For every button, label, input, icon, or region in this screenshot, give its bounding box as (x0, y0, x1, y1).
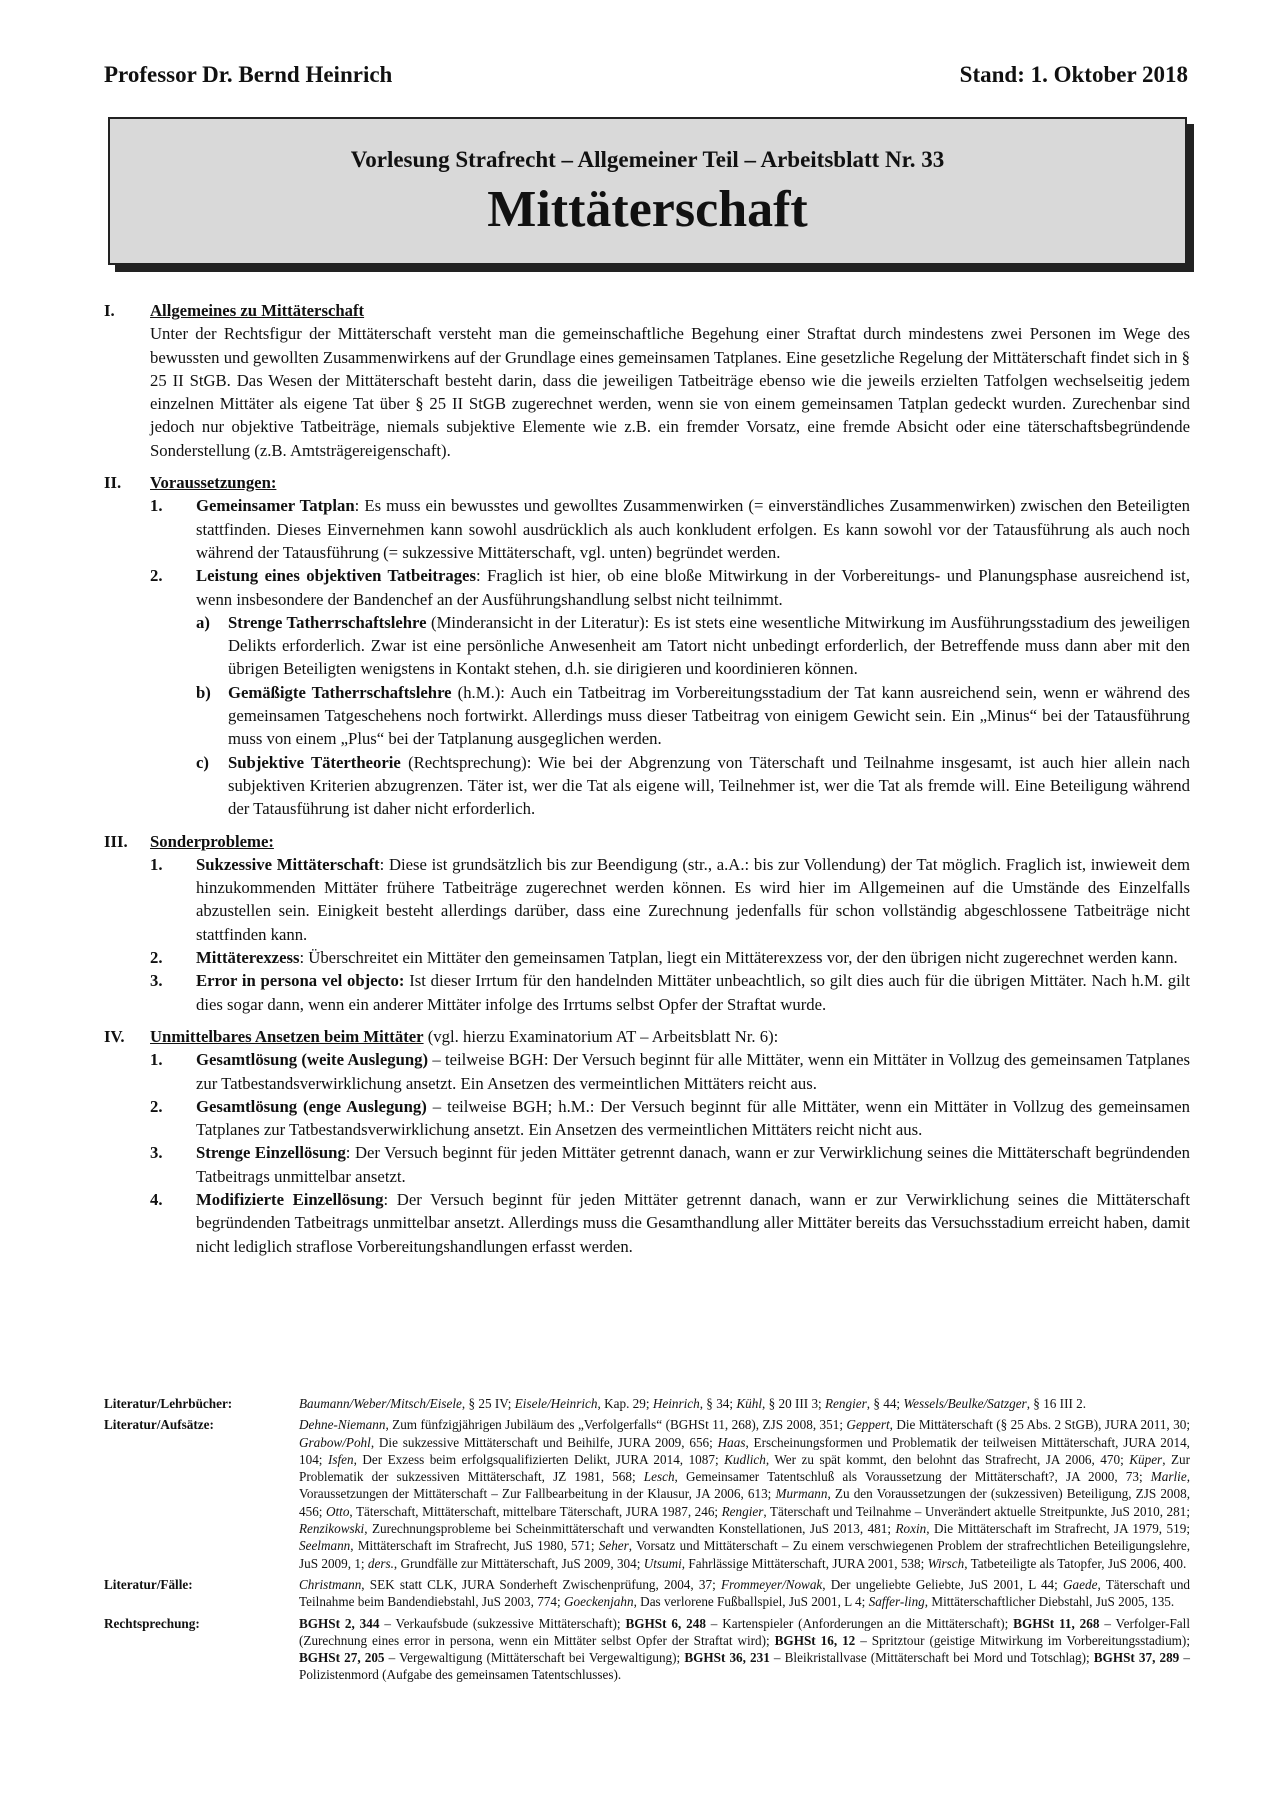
list-item-paragraph (196, 969, 1190, 1016)
list-item-number: 4. (150, 1189, 163, 1209)
list-item-text: : Fraglich ist hier, ob eine bloße Mitwirkung in der Vorbereitungs- und Planungsphase ausreichend ist, wenn insbesondere der Bandenchef an der Ausführungshandlung selbst nicht teilnimmt. (196, 566, 1190, 609)
literature-author: Lesch (643, 1469, 675, 1485)
literature-citation: , Fahrlässige Mittäterschaft, JURA 2001, 538; (681, 1555, 928, 1571)
case-reference: BGHSt 16, 12 (774, 1632, 856, 1648)
literature-author: Wessels/Beulke/Satzger (903, 1396, 1027, 1411)
literature-citation: , Mittäterschaft im Strafrecht, JuS 1980, 571; (350, 1538, 599, 1554)
list-item-text: – teilweise BGH: Der Versuch beginnt für alle Mittäter, wenn ein Mittäter in Vollzug des gemeinsamen Tatplanes zur Tatbestandsverwirklichung ansetzt. Ein Ansetzen des vermeintlichen Mittäters reicht aus. (196, 1050, 1191, 1093)
list-item-number: 1. (150, 854, 163, 874)
literature-author: Küper (1129, 1451, 1163, 1467)
list-item (150, 564, 1190, 820)
list-item-label: Gesamtlösung (enge Auslegung) (196, 1096, 427, 1116)
literature-citation: – Spritztour (geistige Mitwirkung im Vorbereitungsstadium); (855, 1632, 1190, 1648)
literature-section (104, 1395, 1190, 1688)
case-reference: BGHSt 27, 205 (299, 1650, 385, 1666)
list-item-label: Mittäterexzess (196, 948, 300, 968)
section-heading-text: Voraussetzungen: (150, 473, 277, 493)
literature-citation: , Täterschaft, Mittäterschaft, mittelbare Täterschaft, JURA 1987, 246; (349, 1503, 722, 1519)
section-heading (150, 299, 1190, 322)
list-item-paragraph (196, 1141, 1190, 1188)
literature-author: Gaede (1063, 1576, 1098, 1592)
list-item (150, 1048, 1190, 1095)
sub-list-item-number: b) (196, 682, 211, 702)
literature-citation: – Verkaufsbude (sukzessive Mittäterschaft); (379, 1615, 626, 1631)
list-item (150, 853, 1190, 946)
literature-author: Eisele/Heinrich (514, 1396, 598, 1411)
literature-citation: – Kartenspieler (Anforderungen an die Mittäterschaft); (705, 1615, 1014, 1631)
literature-citation: , § 34; (699, 1396, 737, 1411)
literature-citation: , Die Mittäterschaft im Strafrecht, JA 1979, 519; (926, 1521, 1190, 1537)
list-item-label: Sukzessive Mittäterschaft (196, 854, 380, 874)
literature-author: Utsumi (643, 1555, 682, 1571)
list-item-label: Gemeinsamer Tatplan (196, 496, 355, 516)
list-item-paragraph (196, 494, 1190, 564)
case-reference: BGHSt 2, 344 (299, 1615, 380, 1631)
list-item-number: 1. (150, 496, 163, 516)
list-item-body (196, 1188, 1190, 1258)
literature-author: Geppert (846, 1417, 890, 1433)
section-heading (150, 471, 1190, 494)
list-item-text: : Überschreitet ein Mittäter den gemeinsamen Tatplan, liegt ein Mittäterexzess vor, der den übrigen nicht zugerechnet werden kann. (299, 948, 1178, 968)
literature-author: Goeckenjahn (564, 1594, 634, 1610)
list-item-text: : Es muss ein bewusstes und gewolltes Zusammenwirken (= einverständliches Zusammenwirken) zwischen den Beteiligten stattfinden. Dieses Einvernehmen kann sowohl ausdrücklich als auch konkludent erfolgen. Es kann sowohl vor der Tatausführung als auch noch während der Tatausführung (= sukzessive Mittäterschaft, vgl. unten) begründet werden. (196, 496, 1190, 562)
literature-row (104, 1615, 1190, 1684)
literature-citation: , Täterschaft und Teilnahme beim Bandendiebstahl, JuS 2003, 774; (299, 1576, 1191, 1610)
literature-text (299, 1576, 1190, 1611)
literature-citation: , Tatbeteiligte als Tatopfer, JuS 2006, 400. (964, 1555, 1187, 1571)
list-item-body (196, 494, 1190, 564)
literature-citation: , Die Mittäterschaft (§ 25 Abs. 2 StGB), JURA 2011, 30; (889, 1417, 1190, 1433)
literature-author: Marlie (1150, 1469, 1187, 1485)
list-item-body (196, 946, 1190, 969)
literature-author: Christmann (299, 1576, 362, 1592)
list-item-label: Strenge Einzellösung (196, 1143, 346, 1163)
literature-author: Renzikowski (299, 1521, 365, 1537)
list-item-paragraph (196, 1095, 1190, 1142)
case-reference: BGHSt 11, 268 (1013, 1615, 1100, 1631)
literature-citation: , Kap. 29; (597, 1396, 653, 1411)
section-body (150, 471, 1190, 820)
literature-text (299, 1416, 1190, 1572)
list-item-number: 2. (150, 1096, 163, 1116)
section-heading-text: Sonderprobleme: (150, 831, 274, 851)
literature-citation: , Voraussetzungen der Mittäterschaft – Zur Fallbearbeitung in der Klausur, JA 2006, 613; (299, 1469, 1190, 1502)
section-body (150, 299, 1190, 462)
list-item-paragraph (196, 946, 1190, 969)
literature-author: Dehne-Niemann (299, 1417, 386, 1433)
list-item-number: 3. (150, 1143, 163, 1163)
section-number: I. (104, 301, 115, 320)
lecture-subtitle: Vorlesung Strafrecht – Allgemeiner Teil – Arbeitsblatt Nr. 33 (350, 147, 945, 172)
section-heading-text: Unmittelbares Ansetzen beim Mittäter (150, 1026, 424, 1046)
section-heading (150, 830, 1190, 853)
case-reference: BGHSt 36, 231 (684, 1650, 770, 1666)
section-number: II. (104, 473, 122, 493)
literature-author: Seher (598, 1538, 629, 1554)
section-heading-suffix: (vgl. hierzu Examinatorium AT – Arbeitsblatt Nr. 6): (423, 1026, 779, 1046)
literature-text (299, 1395, 1190, 1412)
list-item-label: Error in persona vel objecto: (196, 971, 405, 991)
literature-author: Wirsch (927, 1555, 965, 1571)
literature-label: Literatur/Aufsätze: (104, 1417, 214, 1433)
literature-citation: – Bleikristallvase (Mittäterschaft bei Mord und Totschlag); (769, 1650, 1094, 1666)
list-item-body (196, 1048, 1190, 1095)
literature-author: Roxin (895, 1521, 927, 1537)
list-item-label: Leistung eines objektiven Tatbeitrages (196, 566, 476, 586)
list-item-body (196, 1095, 1190, 1142)
literature-citation: , Zurechnungsprobleme bei Scheinmittäterschaft und verwandten Konstellationen, JuS 2013, 481; (364, 1521, 896, 1537)
list-item (150, 946, 1190, 969)
list-item-paragraph (196, 853, 1190, 946)
literature-author: Murmann (775, 1486, 828, 1502)
list-item-label: Gesamtlösung (weite Auslegung) (196, 1050, 429, 1070)
sub-list-item-body (228, 611, 1190, 681)
sub-list-item-text: (Minderansicht in der Literatur): Es ist stets eine wesentliche Mitwirkung im Ausführungsstadium des jeweiligen Delikts erforderlich. Zwar ist eine persönliche Anwesenheit am Tatort nicht unbedingt erforderlich, der Betreffende muss dann aber mit den übrigen Beteiligten wenigstens in Kontakt stehen, d.h. sie dirigieren und koordinieren können. (228, 612, 1190, 679)
literature-citation: , § 20 III 3; (762, 1396, 825, 1411)
page-header (104, 62, 1188, 88)
literature-citation: , Zur Problematik der sukzessiven Mittäterschaft, JZ 1981, 568; (299, 1451, 1191, 1485)
literature-label: Literatur/Fälle: (104, 1576, 193, 1592)
literature-author: Kudlich (724, 1451, 766, 1467)
sub-list-item-text: (Rechtsprechung): Wie bei der Abgrenzung von Täterschaft und Teilnahme insgesamt, ist auch hier allein nach subjektiven Kriterien abzugrenzen. Täter ist, wer die Tat als eigene will, Teilnehmer ist, wer die Tat als fremde will. Eine Beteiligung während der Tatausführung ist daher nicht erforderlich. (228, 752, 1190, 819)
list-item (150, 494, 1190, 564)
literature-citation: , Gemeinsamer Tatentschluß als Voraussetzung der Mittäterschaft?, JA 2000, 73; (674, 1469, 1151, 1485)
literature-citation: , Mittäterschaftlicher Diebstahl, JuS 2005, 135. (924, 1594, 1175, 1610)
literature-author: Frommeyer/Nowak (720, 1576, 823, 1592)
list-item-text: – teilweise BGH; h.M.: Der Versuch beginnt für alle Mittäter, wenn ein Mittäter in Vollzug des gemeinsamen Tatplanes zur Tatbestandsverwirklichung ansetzt. Ein Ansetzen des vermeintlichen Mittäters reicht nicht aus. (196, 1096, 1191, 1140)
sub-list-item-body (228, 681, 1190, 751)
literature-citation: , Grundfälle zur Mittäterschaft, JuS 2009, 304; (393, 1555, 644, 1571)
list-item (150, 1095, 1190, 1142)
list-item-text: : Diese ist grundsätzlich bis zur Beendigung (str., a.A.: bis zur Vollendung) der Tat möglich. Fraglich ist, inwieweit dem hinzukommenden Mittäter frühere Tatbeiträge zugerechnet werden können. Es wird hier im Allgemeinen auf die Umstände des Einzelfalls abzustellen sein. Einigkeit besteht allerdings darüber, dass eine Zurechnung jedenfalls für schon vollständig abgeschlossene Tatbeiträge nicht stattfinden kann. (196, 854, 1191, 944)
section-heading (150, 1025, 1190, 1048)
literature-author: Kühl (736, 1396, 762, 1411)
sub-list-item-body (228, 751, 1190, 821)
list-item-label: Modifizierte Einzellösung (196, 1189, 384, 1209)
list-item-number: 3. (150, 971, 163, 991)
section-body (150, 1025, 1190, 1258)
literature-author: Otto (325, 1503, 350, 1519)
list-item-body (196, 853, 1190, 946)
literature-author: Heinrich (652, 1396, 700, 1411)
list-item (150, 1188, 1190, 1258)
literature-citation: – Vergewaltigung (Mittäterschaft bei Vergewaltigung); (384, 1650, 685, 1666)
document-date: Stand: 1. Oktober 2018 (959, 62, 1188, 87)
literature-citation: , § 16 III 2. (1026, 1396, 1087, 1411)
list-item-text: Ist dieser Irrtum für den handelnden Mittäter unbeachtlich, so gilt dies auch für die übrigen Mittäter. Nach h.M. gilt dies sogar dann, wenn ein anderer Mittäter infolge des Irrtums selbst Opfer der Straftat wurde. (196, 971, 1190, 1014)
list-item-body (196, 969, 1190, 1016)
literature-citation: , Der ungeliebte Geliebte, JuS 2001, L 44; (822, 1576, 1064, 1592)
literature-citation: , Zu den Voraussetzungen der (sukzessiven) Beteiligung, ZJS 2008, 456; (299, 1486, 1190, 1519)
literature-author: ders. (367, 1555, 394, 1571)
sub-list-item-number: c) (196, 752, 209, 772)
sub-list-item-label: Strenge Tatherrschaftslehre (228, 612, 427, 632)
literature-citation: , Die sukzessive Mittäterschaft und Beihilfe, JURA 2009, 656; (370, 1434, 718, 1450)
list-item-paragraph (196, 564, 1190, 611)
literature-citation: , Der Exzess beim erfolgsqualifizierten Delikt, JURA 2014, 1087; (353, 1451, 725, 1467)
literature-label: Literatur/Lehrbücher: (104, 1396, 233, 1411)
main-content (104, 299, 1190, 1267)
section (104, 1025, 1190, 1258)
literature-author: Seelmann (299, 1538, 351, 1554)
literature-citation: , § 25 IV; (461, 1396, 515, 1411)
list-item (150, 1141, 1190, 1188)
worksheet-title: Mittäterschaft (487, 181, 808, 238)
literature-citation: , Täterschaft und Teilnahme – Unverändert aktuelle Streitpunkte, JuS 2010, 281; (763, 1503, 1190, 1519)
literature-citation: , § 44; (866, 1396, 904, 1411)
sub-list-item-number: a) (196, 612, 210, 632)
literature-author: Isfen (327, 1451, 354, 1467)
literature-author: Rengier (825, 1396, 867, 1411)
sub-list-item-label: Gemäßigte Tatherrschaftslehre (228, 682, 452, 702)
literature-text (299, 1615, 1190, 1684)
author-name: Professor Dr. Bernd Heinrich (104, 62, 393, 87)
literature-row (104, 1416, 1190, 1572)
sub-list-item (196, 751, 1190, 821)
list-item-paragraph (196, 1188, 1190, 1258)
sub-list-item (196, 611, 1190, 681)
sub-list-item-label: Subjektive Tätertheorie (228, 752, 401, 772)
literature-author: Saffer-ling (868, 1594, 925, 1610)
literature-citation: – Polizistenmord (Aufgabe des gemeinsamen Tatentschlusses). (299, 1650, 1190, 1683)
list-item-body (196, 1141, 1190, 1188)
list-item-number: 1. (150, 1050, 163, 1070)
literature-citation: – Verfolger-Fall (Zurechnung eines error in persona, wenn ein Mittäter selbst Opfer der Straftat wird); (299, 1615, 1190, 1648)
sub-list-item (196, 681, 1190, 751)
literature-row (104, 1395, 1190, 1412)
literature-citation: , Zum fünfzigjährigen Jubiläum des „Verfolgerfalls“ (BGHSt 11, 268), ZJS 2008, 351; (385, 1417, 847, 1433)
sub-list-item-text: (h.M.): Auch ein Tatbeitrag im Vorbereitungsstadium der Tat kann ausreichend sein, wenn er während des gemeinsamen Tatgeschehens noch fortwirkt. Allerdings muss dieser Tatbeitrag von einigem Gewicht sein. Ein „Minus“ bei der Tatausführung muss von einem „Plus“ bei der Tatplanung ausgeglichen werden. (228, 682, 1190, 749)
literature-citation: , Vorsatz und Mittäterschaft – Zu einem verschwiegenen Problem der strafrechtlichen Beteiligungslehre, JuS 2009, 1; (299, 1538, 1190, 1571)
list-item (150, 969, 1190, 1016)
section-heading-text: Allgemeines zu Mittäterschaft (150, 301, 365, 320)
section-text: Unter der Rechtsfigur der Mittäterschaft versteht man die gemeinschaftliche Begehung einer Straftat durch mindestens zwei Personen im Wege des bewussten und gewollten Zusammenwirkens auf der Grundlage eines gemeinsamen Tatplanes. Eine gesetzliche Regelung der Mittäterschaft findet sich in § 25 II StGB. Das Wesen der Mittäterschaft besteht darin, dass die jeweiligen Tatbeiträge ebenso wie die jeweils erzielten Tatfolgen wechselseitig jedem einzelnen Mittäter als eigene Tat über § 25 II StGB zugerechnet werden, wenn sie von einem gemeinsamen Tatplan gedeckt wurden. Zurechenbar sind jedoch nur objektive Tatbeiträge, niemals subjektive Elemente wie z.B. ein fremder Vorsatz, eine fremde Absicht oder eine täterschaftsbegründende Sonderstellung (z.B. Amtsträgereigenschaft). (150, 324, 1190, 460)
list-item-number: 2. (150, 948, 163, 968)
literature-label: Rechtsprechung: (104, 1615, 200, 1631)
literature-citation: , Wer zu spät kommt, den belohnt das Strafrecht, JA 2006, 470; (765, 1451, 1130, 1467)
literature-author: Baumann/Weber/Mitsch/Eisele (299, 1396, 462, 1411)
literature-author: Haas (717, 1434, 746, 1450)
section (104, 830, 1190, 1016)
section-body (150, 830, 1190, 1016)
literature-row (104, 1576, 1190, 1611)
case-reference: BGHSt 6, 248 (625, 1615, 706, 1631)
case-reference: BGHSt 37, 289 (1093, 1650, 1180, 1666)
list-item-number: 2. (150, 566, 163, 586)
section (104, 471, 1190, 820)
literature-author: Grabow/Pohl (299, 1434, 371, 1450)
literature-citation: , Erscheinungsformen und Problematik der teilweisen Mittäterschaft, JURA 2014, 104; (299, 1434, 1190, 1467)
literature-citation: , Das verlorene Fußballspiel, JuS 2001, L 4; (633, 1594, 869, 1610)
list-item-text: : Der Versuch beginnt für jeden Mittäter getrennt danach, wann er zur Verwirklichung seines die Mittäterschaft begründenden Tatbeitrags unmittelbar ansetzt. (196, 1143, 1190, 1186)
list-item-text: : Der Versuch beginnt für jeden Mittäter getrennt danach, wann er zur Verwirklichung seines die Mittäterschaft begründenden Tatbeitrags unmittelbar ansetzt. Allerdings muss die Gesamthandlung aller Mittäter bereits das Versuchsstadium erreicht haben, damit nicht lediglich straflose Vorbereitungshandlungen erfasst werden. (196, 1189, 1190, 1256)
list-item-paragraph (196, 1048, 1190, 1095)
title-box (108, 117, 1187, 265)
section-number: IV. (104, 1026, 125, 1046)
literature-author: Rengier (721, 1503, 764, 1519)
section-number: III. (104, 831, 128, 851)
list-item-body (196, 564, 1190, 820)
section (104, 299, 1190, 462)
literature-citation: , SEK statt CLK, JURA Sonderheft Zwischenprüfung, 2004, 37; (361, 1576, 721, 1592)
